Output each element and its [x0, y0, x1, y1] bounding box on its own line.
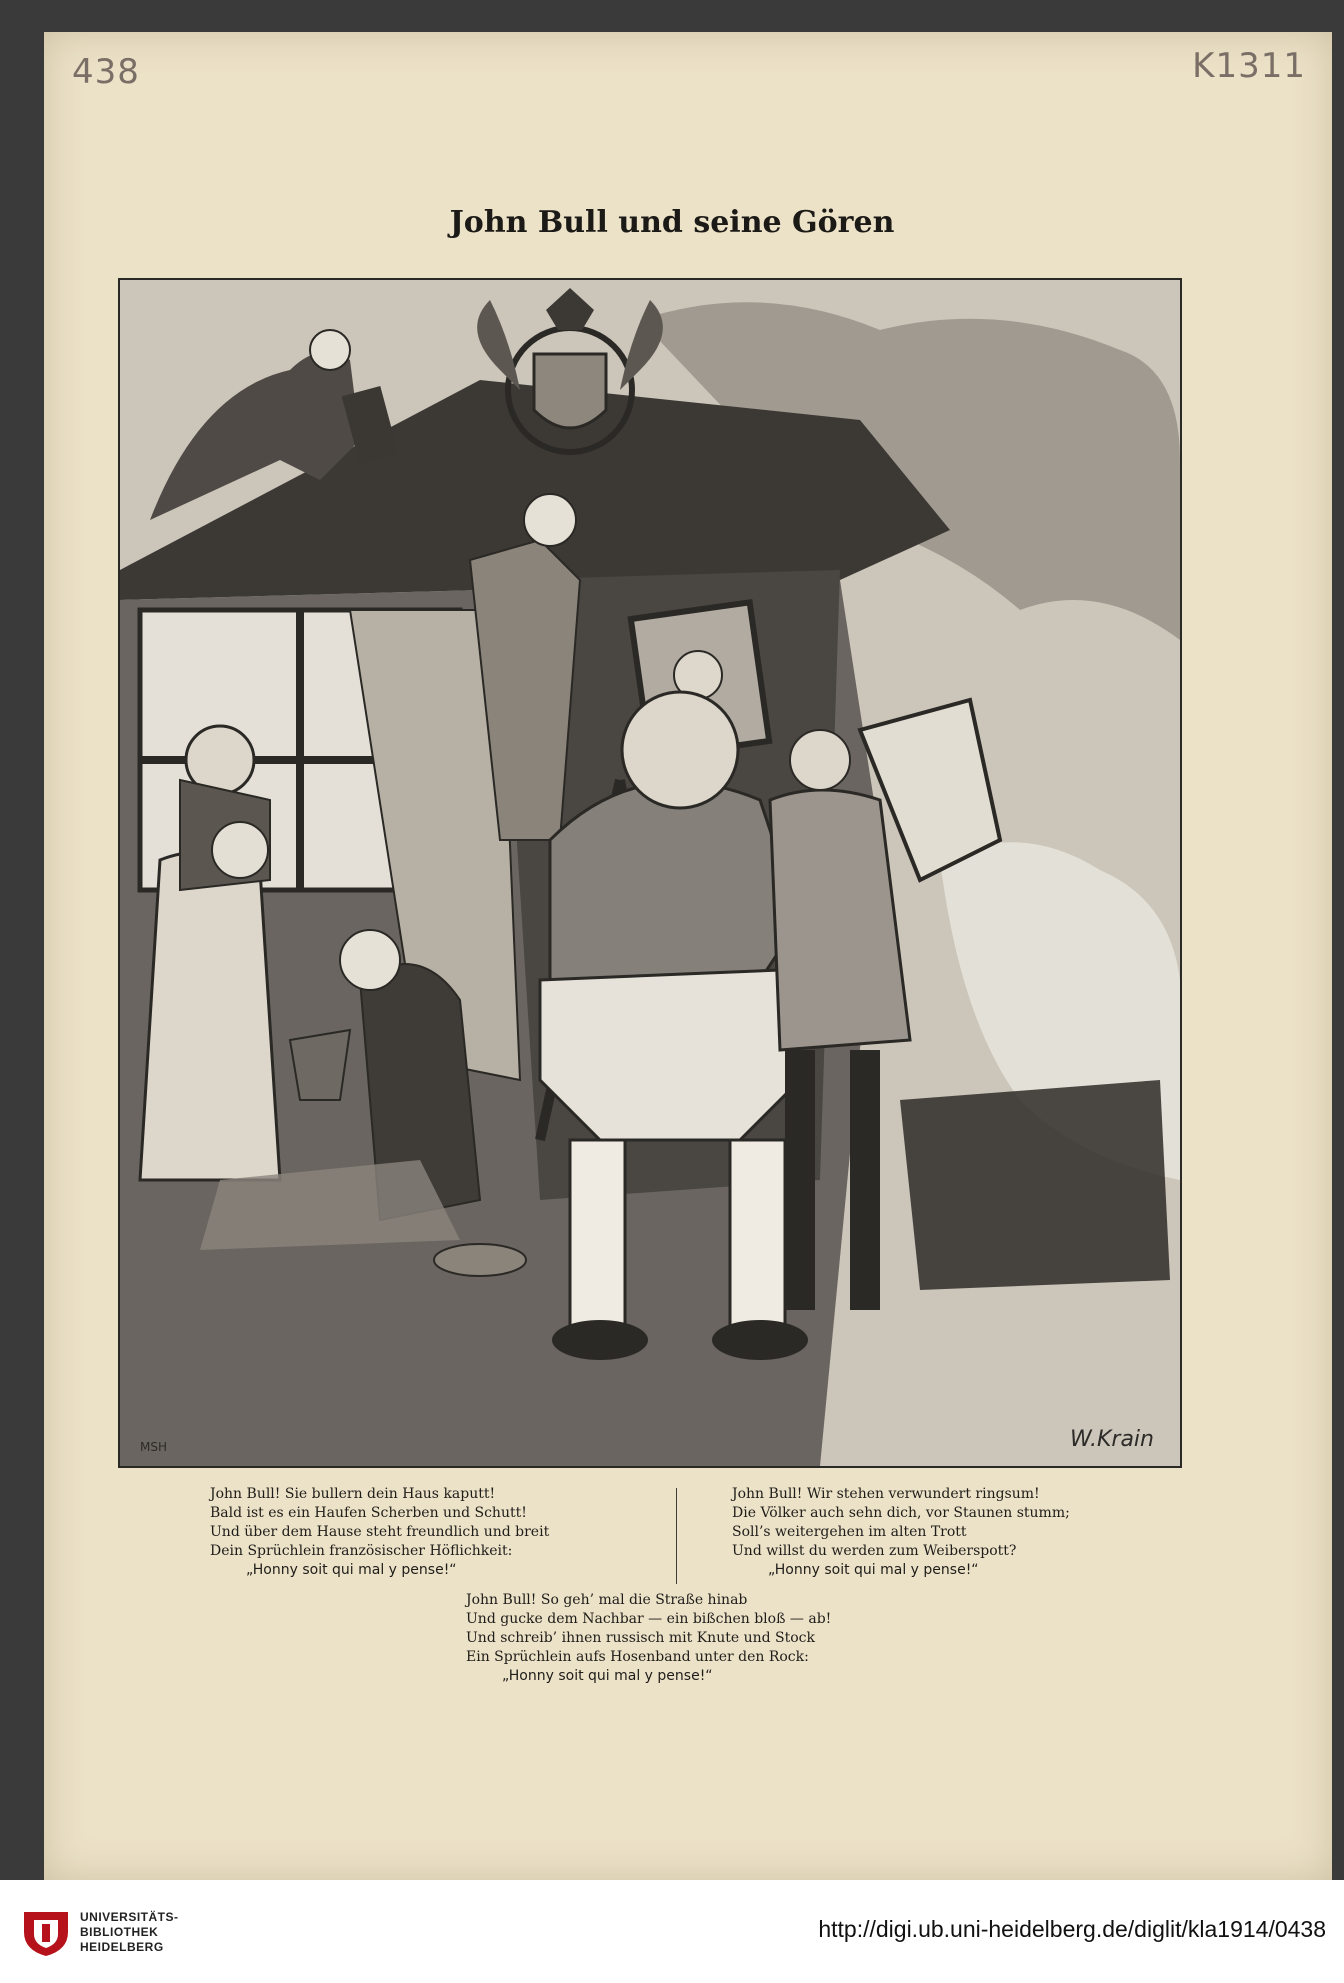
verse-refrain: „Honny soit qui mal y pense!“ — [502, 1668, 713, 1684]
caricature-illustration — [118, 278, 1182, 1468]
illustration-drawing — [120, 280, 1180, 1466]
monogram-signature: MSH — [140, 1440, 167, 1454]
verse-divider — [676, 1488, 677, 1584]
verse-line: Ein Sprüchlein aufs Hosenband unter den Rock: — [466, 1649, 809, 1665]
verse-line: Dein Sprüchlein französischer Höflichkeit: — [210, 1543, 513, 1559]
artist-signature: W.Krain — [1070, 1427, 1154, 1452]
verse-line: Soll’s weitergehen im alten Trott — [732, 1524, 967, 1540]
verse-line: Die Völker auch sehn dich, vor Staunen stumm; — [732, 1505, 1070, 1521]
verse-3 — [466, 1591, 831, 1686]
verse-1 — [210, 1485, 549, 1580]
verse-2 — [732, 1485, 1070, 1580]
pencil-page-number: 438 — [72, 52, 140, 92]
verse-line: Und über dem Hause steht freundlich und breit — [210, 1524, 550, 1540]
institution-name: UNIVERSITÄTS- BIBLIOTHEK HEIDELBERG — [80, 1910, 179, 1954]
pencil-shelfmark: K1311 — [1192, 46, 1306, 86]
verse-line: Und willst du werden zum Weiberspott? — [732, 1543, 1017, 1559]
verse-line: John Bull! Sie bullern dein Haus kaputt! — [210, 1486, 496, 1502]
verse-refrain: „Honny soit qui mal y pense!“ — [246, 1562, 457, 1578]
verse-line: Und gucke dem Nachbar — ein bißchen bloß — ab! — [466, 1611, 832, 1627]
page-title: John Bull und seine Gören — [449, 205, 895, 240]
verse-refrain: „Honny soit qui mal y pense!“ — [768, 1562, 979, 1578]
library-footer — [0, 1880, 1344, 1983]
permalink-url[interactable]: http://digi.ub.uni-heidelberg.de/diglit/kla1914/0438 — [818, 1916, 1326, 1942]
verse-line: Und schreib’ ihnen russisch mit Knute und Stock — [466, 1630, 815, 1646]
verse-line: Bald ist es ein Haufen Scherben und Schutt! — [210, 1505, 527, 1521]
verse-line: John Bull! So geh’ mal die Straße hinab — [466, 1592, 748, 1608]
verse-line: John Bull! Wir stehen verwundert ringsum! — [732, 1486, 1040, 1502]
university-library-logo-icon — [20, 1906, 72, 1958]
